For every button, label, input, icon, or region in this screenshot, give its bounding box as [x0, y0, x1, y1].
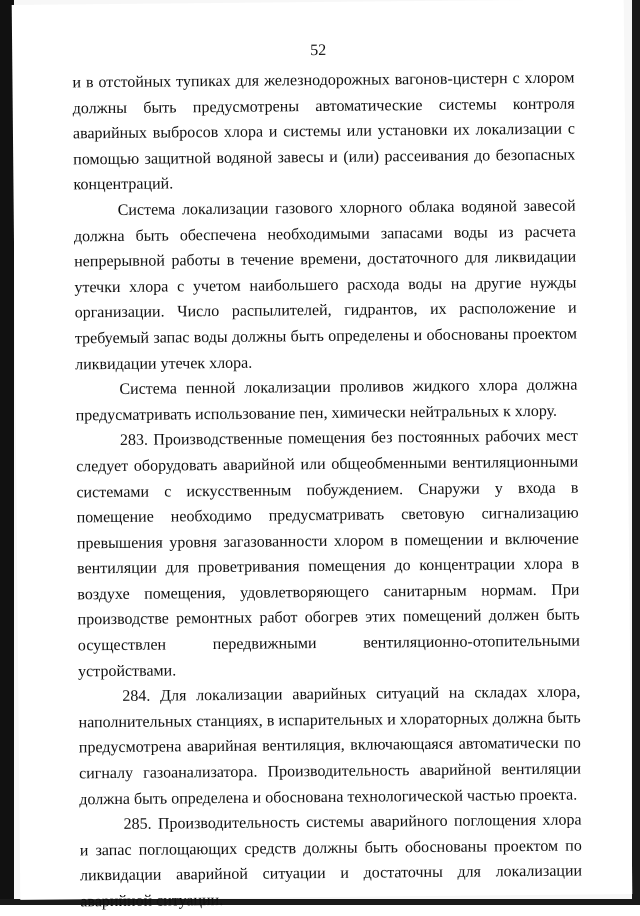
document-page [12, 0, 633, 911]
document-body [72, 66, 582, 915]
paragraph-item-283: 283. Производственные помещения без постоянных рабочих мест следует оборудовать аварийной или общеобменными вентиляционными системами с искусственным побуждением. Снаружи у входа в помещение необходимо предусматривать световую сигнализацию превышения уровня загазованности хлором в помещении и включение вентиляции для проветривания помещения до концентрации хлора в воздухе помещения, удовлетворяющего санитарным нормам. При производстве ремонтных работ обогрев этих помещений должен быть осуществлен передвижными вентиляционно-отопительными устройствами. [76, 427, 580, 681]
paragraph-water-curtain: Система локализации газового хлорного облака водяной завесой должна быть обеспечена необходимыми запасами воды из расчета непрерывной работы в течение времени, достаточного для ликвидации утечки хлора с учетом наибольшего расхода воды на другие нужды организации. Число распылителей, гидрантов, их расположение и требуемый запас воды должны быть определены и обоснованы проектом ликвидации утечек хлора. [73, 197, 577, 373]
scan-edge-left [0, 0, 14, 905]
paragraph-continuation: и в отстойных тупиках для железнодорожных вагонов-цистерн с хлором должны быть предусмотрены автоматические системы контроля аварийных выбросов хлора и системы или установки их локализации с помощью защитной водяной завесы и (или) рассеивания до безопасных концентраций. [72, 69, 576, 194]
paragraph-item-284: 284. Для локализации аварийных ситуаций на складах хлора, наполнительных станциях, в испарительных и хлораторных должна быть предусмотрена аварийная вентиляция, включающаяся автоматически по сигналу газоанализатора. Производительность аварийной вентиляции должна быть определена и обоснована технологической частью проекта. [78, 683, 582, 808]
paragraph-foam-localization: Система пенной локализации проливов жидкого хлора должна предусматривать использование пен, химически нейтральных к хлору. [75, 376, 578, 425]
paragraph-item-285: 285. Производительность системы аварийного поглощения хлора и запас поглощающих средств должны быть обоснованы проектом по ликвидации аварийной ситуации и достаточны для локализации аварийной ситуации. [79, 811, 583, 911]
page-number: 52 [310, 41, 327, 60]
scan-edge-right [632, 0, 640, 905]
